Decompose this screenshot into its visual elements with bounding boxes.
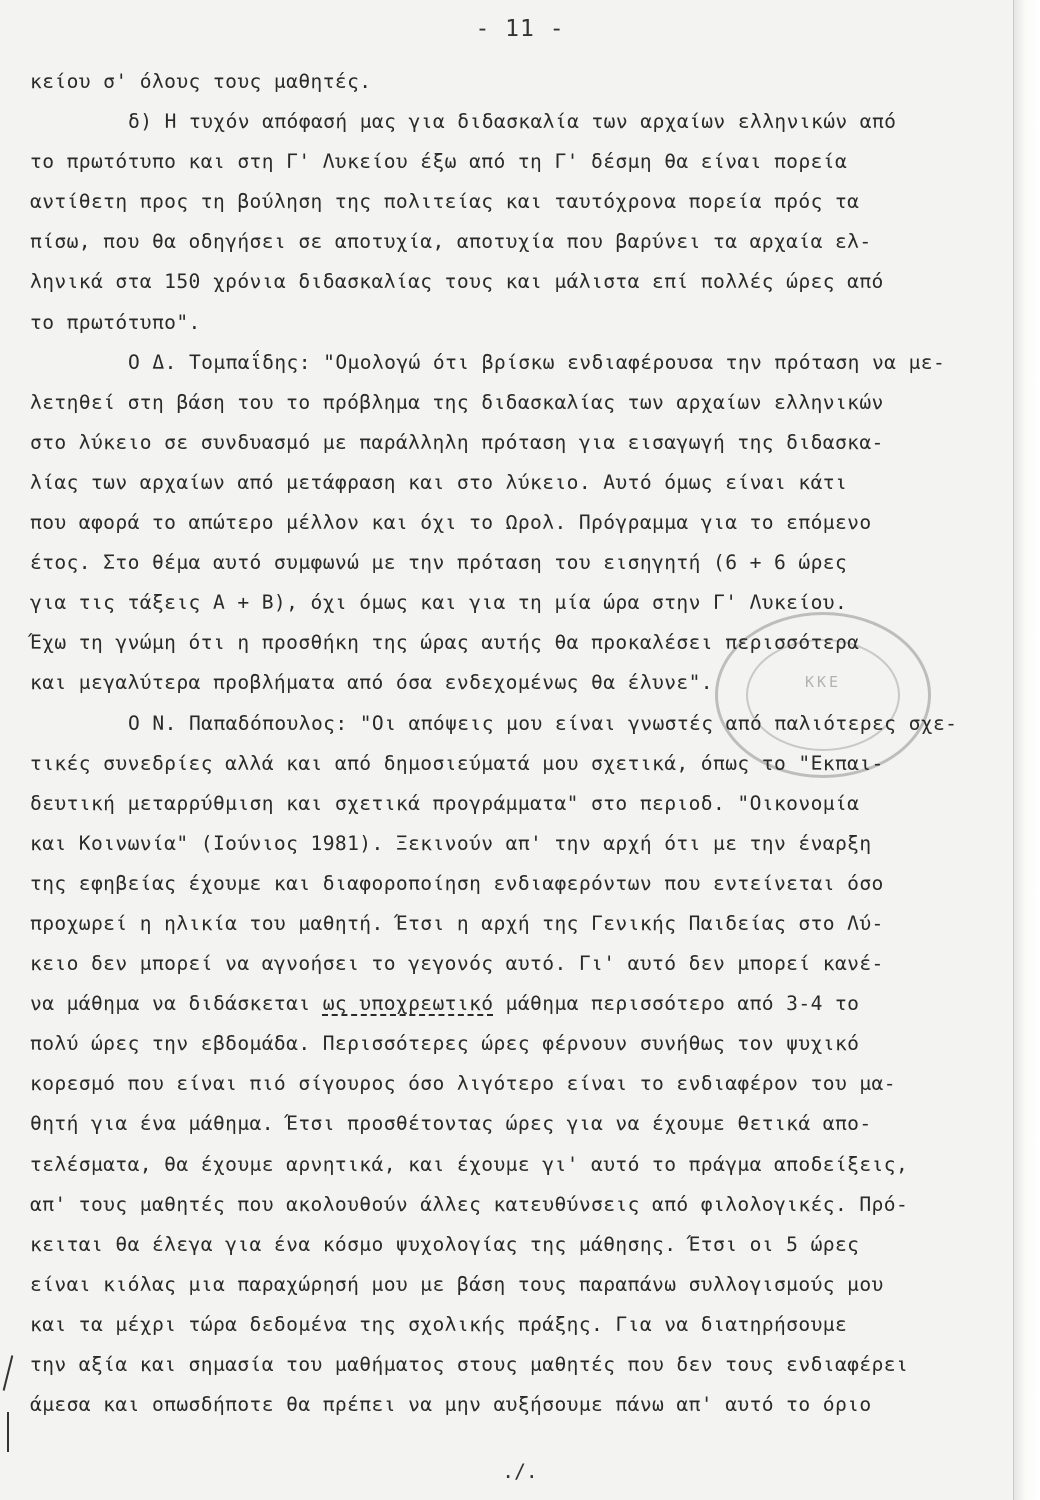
text-line: πίσω, που θα οδηγήσει σε αποτυχία, αποτυχία που βαρύνει τα αρχαία ελ- [30, 230, 872, 254]
text-line: στο λύκειο σε συνδυασμό με παράλληλη πρόταση για εισαγωγή της διδασκα- [30, 430, 884, 454]
text-line: ληνικά στα 150 χρόνια διδασκαλίας τους και μάλιστα επί πολλές ώρες από [30, 270, 884, 294]
text-line: και τα μέχρι τώρα δεδομένα της σχολικής πράξης. Για να διατηρήσουμε [30, 1312, 848, 1336]
underlined-phrase: ως υποχρεωτικό [322, 992, 494, 1016]
text-line: τελέσματα, θα έχουμε αρνητικά, και έχουμε γι' αυτό το πράγμα αποδείξεις, [30, 1152, 909, 1176]
text-line: θητή για ένα μάθημα. Έτσι προσθέτοντας ώρες για να έχουμε θετικά απο- [30, 1112, 872, 1136]
text-line: κορεσμό που είναι πιό σίγουρος όσο λιγότερο είναι το ενδιαφέρον του μα- [30, 1072, 896, 1096]
text-line-paragraph-start: Ο Δ. Τομπαΐδης: "Ομολογώ ότι βρίσκω ενδιαφέρουσα την πρόταση να με- [128, 350, 946, 374]
page-edge [1013, 0, 1040, 1500]
text-line: την αξία και σημασία του μαθήματος στους μαθητές που δεν τους ενδιαφέρει [30, 1353, 909, 1376]
page-number: - 11 - [475, 16, 565, 42]
text-line: κειται θα έλεγα για ένα κόσμο ψυχολογίας της μάθησης. Έτσι οι 5 ώρες [30, 1232, 860, 1256]
text-line: αντίθετη προς τη βούληση της πολιτείας και ταυτόχρονα πορεία πρός τα [30, 190, 860, 214]
text-line-with-underline [30, 984, 1010, 1024]
continuation-mark: ./. [502, 1460, 538, 1483]
text-span: να μάθημα να διδάσκεται [30, 992, 323, 1016]
text-line: πολύ ώρες την εβδομάδα. Περισσότερες ώρες φέρνουν συνήθως τον ψυχικό [30, 1032, 860, 1056]
text-line: έτος. Στο θέμα αυτό συμφωνώ με την πρόταση του εισηγητή (6 + 6 ώρες [30, 551, 848, 575]
text-line: δευτική μεταρρύθμιση και σχετικά προγράμματα" στο περιοδ. "Οικονομία [30, 791, 860, 815]
text-line: άμεσα και οπωσδήποτε θα πρέπει να μην αυξήσουμε πάνω απ' αυτό το όριο [30, 1393, 872, 1417]
text-line: κειο δεν μπορεί να αγνοήσει το γεγονός αυτό. Γι' αυτό δεν μπορεί κανέ- [30, 952, 884, 976]
text-line: είναι κιόλας μια παραχώρησή μου με βάση τους παραπάνω συλλογισμούς μου [30, 1272, 884, 1296]
handwritten-margin-mark [7, 1412, 9, 1452]
text-line: προχωρεί η ηλικία του μαθητή. Έτσι η αρχή της Γενικής Παιδείας στο Λύ- [30, 911, 884, 935]
text-line: που αφορά το απώτερο μέλλον και όχι το Ωρολ. Πρόγραμμα για το επόμενο [30, 511, 872, 535]
stamp-text: ΚΚΕ [804, 673, 842, 691]
text-span: μάθημα περισσότερο από 3-4 το [493, 992, 860, 1016]
text-line: λετηθεί στη βάση του το πρόβλημα της διδασκαλίας των αρχαίων ελληνικών [30, 390, 884, 414]
handwritten-margin-mark [3, 1355, 14, 1390]
text-line-paragraph-start: Ο Ν. Παπαδόπουλος: "Οι απόψεις μου είναι γνωστές από παλιότερες σχε- [128, 711, 958, 735]
text-line: κείου σ' όλους τους μαθητές. [30, 70, 372, 93]
text-line: λίας των αρχαίων από μετάφραση και στο λύκειο. Αυτό όμως είναι κάτι [30, 470, 848, 494]
text-line: το πρωτότυπο και στη Γ' Λυκείου έξω από τη Γ' δέσμη θα είναι πορεία [30, 150, 848, 174]
text-line-paragraph-start: δ) Η τυχόν απόφασή μας για διδασκαλία των αρχαίων ελληνικών από [128, 110, 897, 134]
text-line: της εφηβείας έχουμε και διαφοροποίηση ενδιαφερόντων που εντείνεται όσο [30, 871, 884, 895]
typed-text-body [30, 62, 1010, 1425]
text-line: και μεγαλύτερα προβλήματα από όσα ενδεχομένως θα έλυνε". [30, 671, 713, 695]
text-line: τικές συνεδρίες αλλά και από δημοσιεύματά μου σχετικά, όπως το "Εκπαι- [30, 751, 884, 775]
text-line: απ' τους μαθητές που ακολουθούν άλλες κατευθύνσεις από φιλολογικές. Πρό- [30, 1192, 909, 1216]
text-line: για τις τάξεις Α + Β), όχι όμως και για τη μία ώρα στην Γ' Λυκείου. [30, 591, 848, 615]
text-line: και Κοινωνία" (Ιούνιος 1981). Ξεκινούν απ' την αρχή ότι με την έναρξη [30, 831, 872, 855]
text-line: Έχω τη γνώμη ότι η προσθήκη της ώρας αυτής θα προκαλέσει περισσότερα [30, 631, 860, 655]
text-line: το πρωτότυπο". [30, 310, 201, 334]
